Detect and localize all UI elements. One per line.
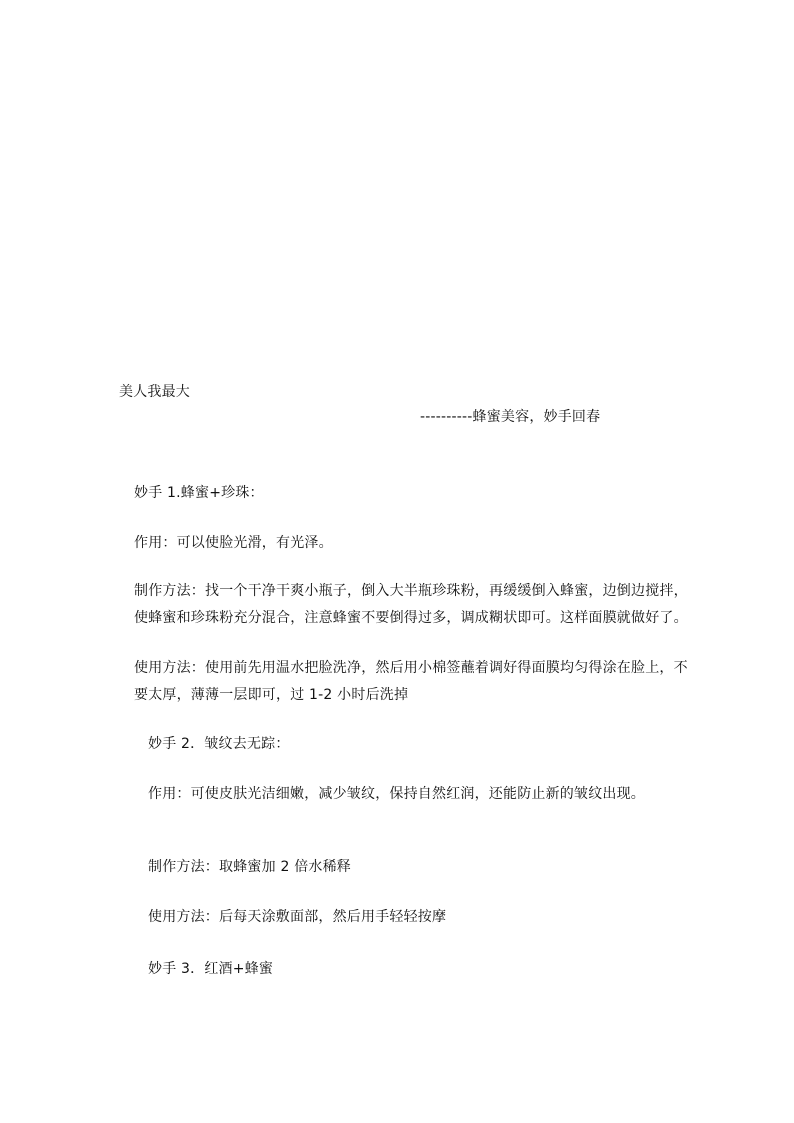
section-3-title: 妙手 3．红酒+蜂蜜 xyxy=(148,961,274,977)
section-1-method-line-1: 制作方法：找一个干净干爽小瓶子，倒入大半瓶珍珠粉，再缓缓倒入蜂蜜，边倒边搅拌， xyxy=(134,583,688,599)
document-subtitle: ----------蜂蜜美容，妙手回春 xyxy=(420,409,601,425)
section-1-title: 妙手 1.蜂蜜+珍珠： xyxy=(134,485,264,501)
document-title: 美人我最大 xyxy=(119,384,190,400)
section-2-usage: 使用方法：后每天涂敷面部，然后用手轻轻按摩 xyxy=(148,909,447,925)
section-1-method-line-2: 使蜂蜜和珍珠粉充分混合，注意蜂蜜不要倒得过多，调成糊状即可。这样面膜就做好了。 xyxy=(134,610,688,626)
section-1-effect: 作用：可以使脸光滑，有光泽。 xyxy=(134,535,333,551)
section-2-title: 妙手 2．皱纹去无踪： xyxy=(148,736,290,752)
section-1-usage-line-2: 要太厚，薄薄一层即可，过 1-2 小时后洗掉 xyxy=(134,687,409,703)
section-2-effect: 作用：可使皮肤光洁细嫩，减少皱纹，保持自然红润，还能防止新的皱纹出现。 xyxy=(148,786,645,802)
section-2-method: 制作方法：取蜂蜜加 2 倍水稀释 xyxy=(148,859,352,875)
section-1-usage-line-1: 使用方法：使用前先用温水把脸洗净，然后用小棉签蘸着调好得面膜均匀得涂在脸上，不 xyxy=(134,660,688,676)
